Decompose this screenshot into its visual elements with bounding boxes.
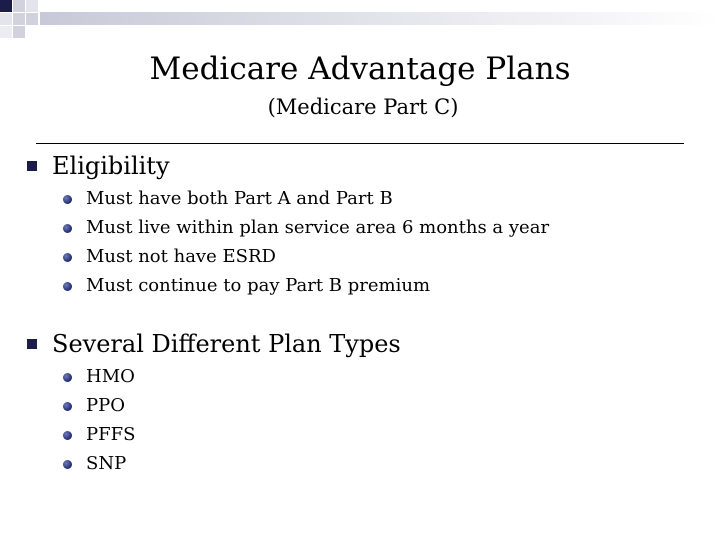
square-bullet-icon: [27, 161, 37, 171]
section-heading: Eligibility: [52, 152, 170, 180]
round-bullet-icon: [63, 460, 72, 469]
list-item: [0, 393, 720, 422]
list-item: [0, 215, 720, 244]
list-item-text: Must continue to pay Part B premium: [86, 275, 431, 296]
list-item: [0, 451, 720, 480]
list-item: [0, 364, 720, 393]
list-item: [0, 244, 720, 273]
round-bullet-icon: [63, 402, 72, 411]
round-bullet-icon: [63, 224, 72, 233]
list-item: [0, 273, 720, 302]
round-bullet-icon: [63, 431, 72, 440]
square-bullet-icon: [27, 339, 37, 349]
header-decoration: [0, 0, 720, 40]
list-item-text: SNP: [86, 453, 127, 474]
sub-bullet-list: [0, 186, 720, 302]
round-bullet-icon: [63, 195, 72, 204]
list-item-text: Must have both Part A and Part B: [86, 188, 393, 209]
round-bullet-icon: [63, 373, 72, 382]
section-eligibility: [0, 149, 720, 302]
section-heading-row: [0, 327, 720, 361]
list-item-text: HMO: [86, 366, 135, 387]
list-item: [0, 186, 720, 215]
list-item: [0, 422, 720, 451]
round-bullet-icon: [63, 253, 72, 262]
round-bullet-icon: [63, 282, 72, 291]
list-item-text: Must not have ESRD: [86, 246, 276, 267]
slide-subtitle: (Medicare Part C): [267, 95, 459, 119]
list-item-text: PPO: [86, 395, 125, 416]
list-item-text: PFFS: [86, 424, 136, 445]
section-plan-types: [0, 327, 720, 480]
title-divider: [36, 143, 684, 144]
slide-title: Medicare Advantage Plans: [149, 51, 571, 87]
section-heading: Several Different Plan Types: [52, 330, 401, 358]
list-item-text: Must live within plan service area 6 months a year: [86, 217, 550, 238]
sub-bullet-list: [0, 364, 720, 480]
section-heading-row: [0, 149, 720, 183]
